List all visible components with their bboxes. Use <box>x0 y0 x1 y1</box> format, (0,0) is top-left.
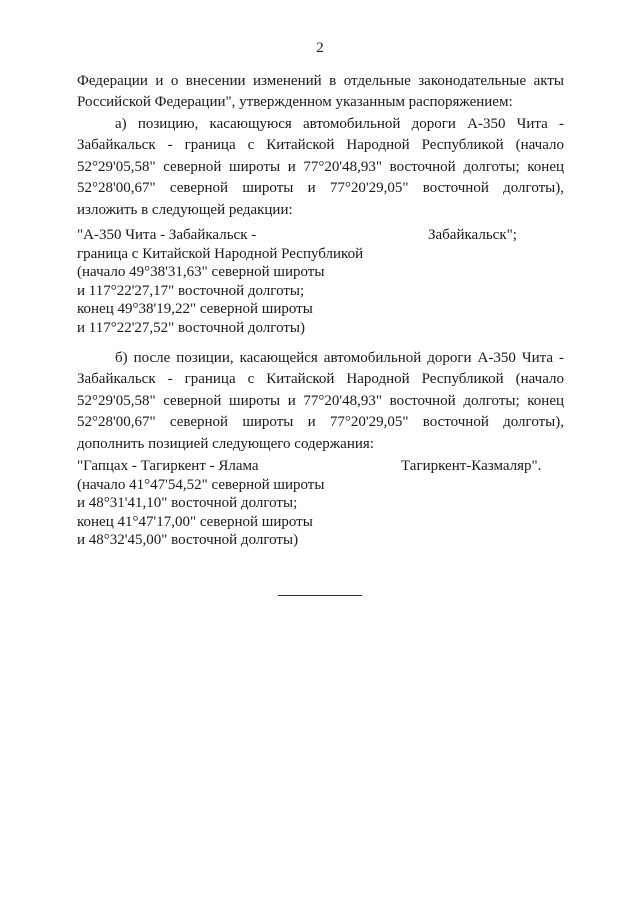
entry-b-line: и 48°31'41,10" восточной долготы; <box>77 495 298 512</box>
item-b-line: 52°29'05,58" северной широты и 77°20'48,93" восточной долготы; конец <box>77 392 564 409</box>
entry-b-region: Тагиркент-Казмаляр". <box>401 458 542 474</box>
item-a-line: изложить в следующей редакции: <box>77 201 293 218</box>
item-b-paragraph <box>77 348 564 455</box>
item-a-line: 52°29'05,58" северной широты и 77°20'48,93" восточной долготы; конец <box>77 158 564 175</box>
item-b-line: 52°28'00,67" северной широты и 77°20'29,05" восточной долготы), <box>77 414 564 431</box>
item-b-line: б) после позиции, касающейся автомобильной дороги А-350 Чита - <box>115 350 564 366</box>
entry-a-line: конец 49°38'19,22" северной широты <box>77 301 313 318</box>
entry-a-line: граница с Китайской Народной Республикой <box>77 245 364 262</box>
item-a-line: а) позицию, касающуюся автомобильной дороги А-350 Чита - <box>115 116 564 132</box>
entry-a-line: "А-350 Чита - Забайкальск - <box>77 227 257 243</box>
entry-b <box>77 457 567 550</box>
intro-line: Федерации и о внесении изменений в отдельные законодательные акты <box>77 73 564 89</box>
entry-a-line: (начало 49°38'31,63" северной широты <box>77 264 325 281</box>
entry-a-line: и 117°22'27,17" восточной долготы; <box>77 282 305 299</box>
entry-b-line: (начало 41°47'54,52" северной широты <box>77 476 325 493</box>
item-a-paragraph <box>77 114 564 221</box>
page-number: 2 <box>316 40 324 56</box>
item-a-line: Забайкальск - граница с Китайской Народной Республикой (начало <box>77 137 564 154</box>
entry-a-region: Забайкальск"; <box>428 227 517 243</box>
entry-b-line: "Гапцах - Тагиркент - Ялама <box>77 458 259 474</box>
entry-a <box>77 226 567 338</box>
intro-line: Российской Федерации", утвержденном указанным распоряжением: <box>77 94 513 111</box>
entry-b-line: конец 41°47'17,00" северной широты <box>77 513 313 530</box>
entry-a-line: и 117°22'27,52" восточной долготы) <box>77 319 306 336</box>
item-b-line: дополнить позицией следующего содержания: <box>77 435 374 452</box>
item-b-line: Забайкальск - граница с Китайской Народной Республикой (начало <box>77 371 564 388</box>
entry-b-line: и 48°32'45,00" восточной долготы) <box>77 532 299 549</box>
closing-divider <box>278 595 362 596</box>
item-a-line: 52°28'00,67" северной широты и 77°20'29,05" восточной долготы), <box>77 180 564 197</box>
intro-paragraph <box>77 71 564 114</box>
